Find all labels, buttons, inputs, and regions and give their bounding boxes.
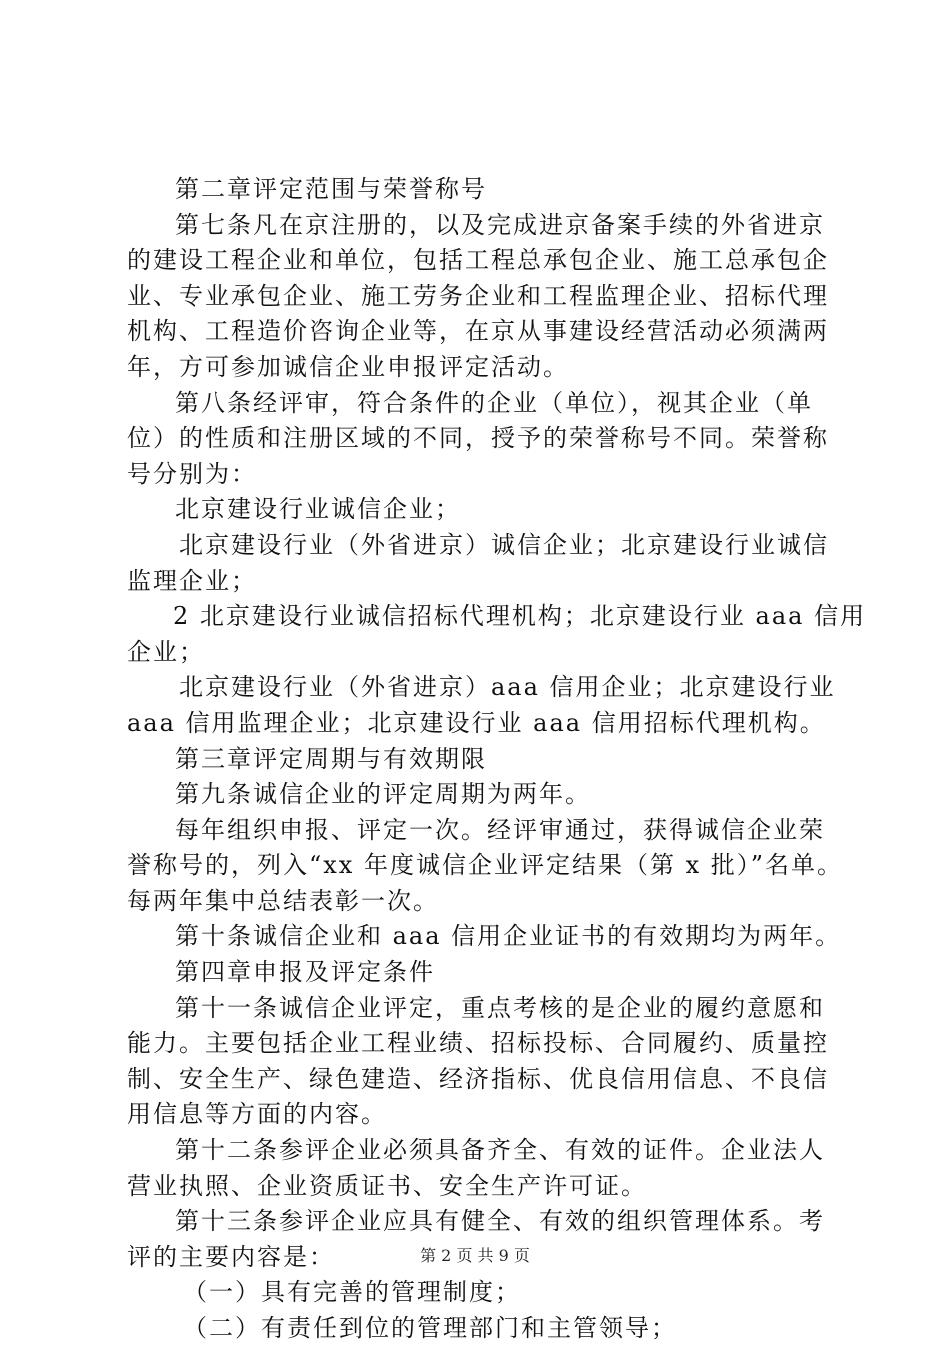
honor-title-line: 企业；: [127, 637, 205, 666]
honor-title-line: aaa 信用监理企业；北京建设行业 aaa 信用招标代理机构。: [127, 708, 826, 737]
article-12-line: 营业执照、企业资质证书、安全生产许可证。: [127, 1171, 647, 1200]
article-9-line: 每两年集中总结表彰一次。: [127, 886, 439, 915]
chapter-heading-2: 第二章评定范围与荣誉称号: [175, 175, 487, 203]
article-9-line: 第九条诚信企业的评定周期为两年。: [175, 780, 591, 809]
article-12-line: 第十二条参评企业必须具备齐全、有效的证件。企业法人: [175, 1136, 825, 1165]
article-13-item: （一）具有完善的管理制度；: [183, 1278, 521, 1307]
article-11-line: 制、安全生产、绿色建造、经济指标、优良信用信息、不良信: [127, 1064, 829, 1093]
article-7-line: 第七条凡在京注册的，以及完成进京备案手续的外省进京: [175, 210, 825, 239]
article-11-line: 用信息等方面的内容。: [127, 1100, 387, 1129]
honor-title-line: 北京建设行业（外省进京）诚信企业；北京建设行业诚信: [179, 530, 829, 559]
article-10-line: 第十条诚信企业和 aaa 信用企业证书的有效期均为两年。: [175, 922, 842, 951]
article-13-item: （二）有责任到位的管理部门和主管领导；: [183, 1314, 677, 1342]
article-7-line: 业、专业承包企业、施工劳务企业和工程监理企业、招标代理: [127, 281, 829, 310]
chapter-heading-3: 第三章评定周期与有效期限: [175, 744, 487, 773]
article-7-line: 的建设工程企业和单位，包括工程总承包企业、施工总承包企: [127, 246, 829, 275]
page-footer: 第 2 页 共 9 页: [420, 1246, 530, 1265]
article-7-line: 机构、工程造价咨询企业等，在京从事建设经营活动必须满两: [127, 317, 829, 346]
article-9-line: 每年组织申报、评定一次。经评审通过，获得诚信企业荣: [175, 815, 825, 844]
chapter-heading-4: 第四章申报及评定条件: [175, 958, 435, 987]
honor-title-line: 北京建设行业诚信企业；: [175, 495, 461, 524]
article-8-line: 位）的性质和注册区域的不同，授予的荣誉称号不同。荣誉称: [127, 424, 829, 453]
article-11-line: 第十一条诚信企业评定，重点考核的是企业的履约意愿和: [175, 993, 825, 1022]
article-11-line: 能力。主要包括企业工程业绩、招标投标、合同履约、质量控: [127, 1029, 829, 1058]
article-13-line: 第十三条参评企业应具有健全、有效的组织管理体系。考: [175, 1207, 825, 1236]
document-body: [127, 172, 867, 1347]
article-7-line: 年，方可参加诚信企业申报评定活动。: [127, 352, 569, 381]
article-8-line: 号分别为：: [127, 459, 257, 488]
honor-title-line: 北京建设行业（外省进京）aaa 信用企业；北京建设行业: [179, 673, 836, 702]
honor-title-line: 监理企业；: [127, 566, 257, 595]
honor-title-line: 2 北京建设行业诚信招标代理机构；北京建设行业 aaa 信用: [173, 602, 867, 631]
article-9-line: 誉称号的，列入“xx 年度诚信企业评定结果（第 x 批）”名单。: [127, 851, 844, 880]
article-8-line: 第八条经评审，符合条件的企业（单位），视其企业（单: [175, 388, 813, 417]
article-13-line: 评的主要内容是：: [127, 1242, 335, 1271]
